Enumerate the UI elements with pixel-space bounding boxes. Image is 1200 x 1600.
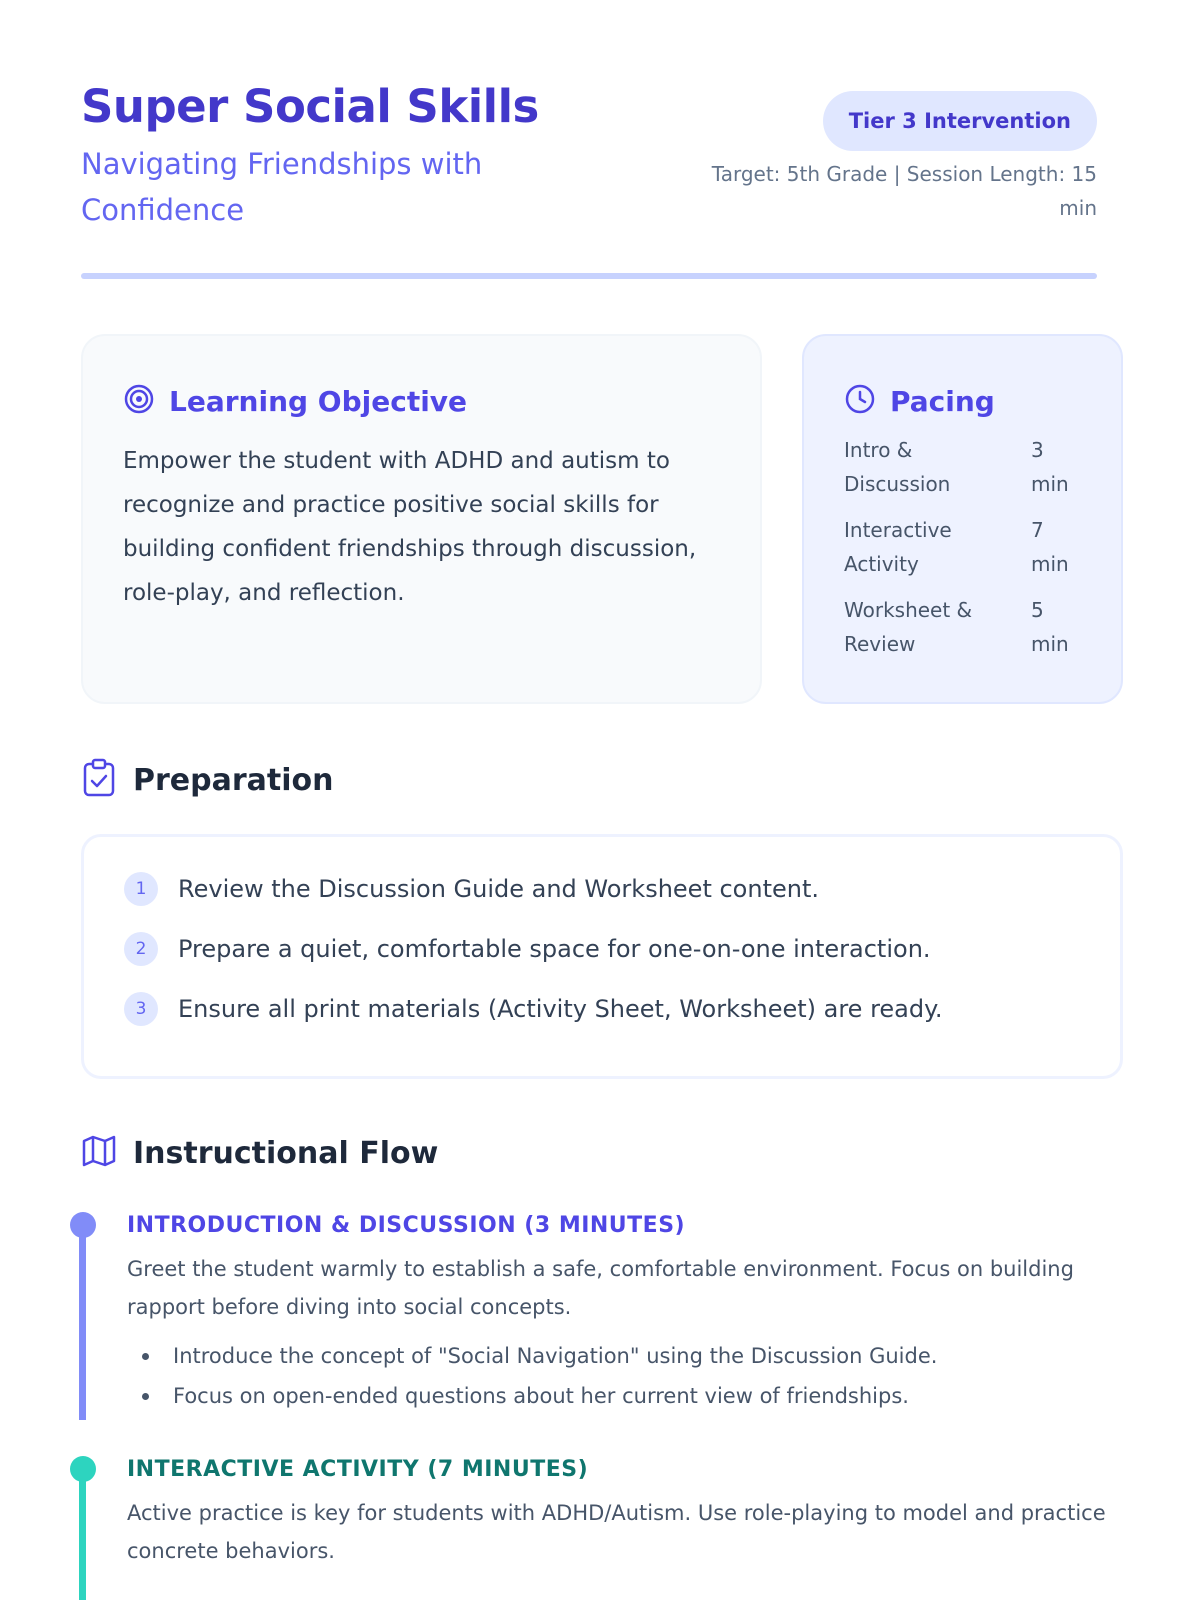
target-icon (123, 383, 155, 419)
list-item-text: Review the Discussion Guide and Worksheet content. (178, 875, 819, 903)
preparation-heading: Preparation (133, 762, 334, 798)
clock-icon (844, 383, 876, 419)
timeline-line (79, 1466, 86, 1600)
pacing-row (844, 513, 1081, 581)
page-subtitle: Navigating Friendships with Confidence (81, 147, 483, 227)
list-item: Introduce the concept of "Social Navigation" using the Discussion Guide. (127, 1336, 1123, 1376)
list-item (124, 919, 1080, 979)
pacing-label: Worksheet & Review (844, 598, 973, 656)
instructional-flow (70, 1212, 1123, 1570)
pacing-label: Interactive Activity (844, 518, 952, 576)
pacing-row (844, 593, 1081, 661)
flow-step (70, 1212, 1123, 1416)
header (81, 0, 1097, 280)
page-title: Super Social Skills (81, 80, 539, 133)
flow-section-header (81, 1128, 438, 1178)
step-number: 3 (124, 992, 158, 1026)
step-bullets (127, 1336, 1123, 1416)
pacing-value: 7 min (1031, 518, 1069, 576)
step-description: Active practice is key for students with ADHD/Autism. Use role-playing to model and practice concrete behaviors. (127, 1501, 1106, 1563)
list-item-text: Prepare a quiet, comfortable space for one-on-one interaction. (178, 935, 931, 963)
step-title: INTERACTIVE ACTIVITY (7 MINUTES) (127, 1457, 589, 1482)
pacing-card (802, 334, 1123, 704)
map-icon (81, 1133, 117, 1173)
list-item-text: Ensure all print materials (Activity Sheet, Worksheet) are ready. (178, 995, 943, 1023)
session-meta: Target: 5th Grade | Session Length: 15 min (711, 162, 1097, 220)
pacing-heading: Pacing (890, 384, 995, 418)
overview-cards (81, 334, 1123, 704)
step-description: Greet the student warmly to establish a safe, comfortable environment. Focus on building rapport before diving into social concepts. (127, 1257, 1074, 1319)
list-item: Focus on open-ended questions about her current view of friendships. (127, 1376, 1123, 1416)
list-item (124, 859, 1080, 919)
pacing-label: Intro & Discussion (844, 438, 951, 496)
timeline-dot (70, 1456, 96, 1482)
step-number: 1 (124, 872, 158, 906)
flow-step (70, 1456, 1123, 1570)
preparation-section-header (81, 755, 333, 805)
timeline-line (79, 1222, 86, 1420)
pacing-value: 5 min (1031, 598, 1069, 656)
objective-heading: Learning Objective (169, 384, 468, 418)
clipboard-check-icon (81, 758, 117, 802)
flow-heading: Instructional Flow (133, 1135, 439, 1171)
list-item (124, 979, 1080, 1039)
preparation-list (81, 834, 1123, 1079)
objective-text: Empower the student with ADHD and autism to recognize and practice positive social skills for building confident friendships through discussion, role-play, and reflection. (123, 448, 697, 606)
header-divider (81, 273, 1097, 279)
tier-badge: Tier 3 Intervention (823, 91, 1097, 151)
step-title: INTRODUCTION & DISCUSSION (3 MINUTES) (127, 1213, 686, 1238)
step-number: 2 (124, 932, 158, 966)
objective-card (81, 334, 762, 704)
pacing-row (844, 433, 1081, 501)
timeline-dot (70, 1212, 96, 1238)
pacing-value: 3 min (1031, 438, 1069, 496)
